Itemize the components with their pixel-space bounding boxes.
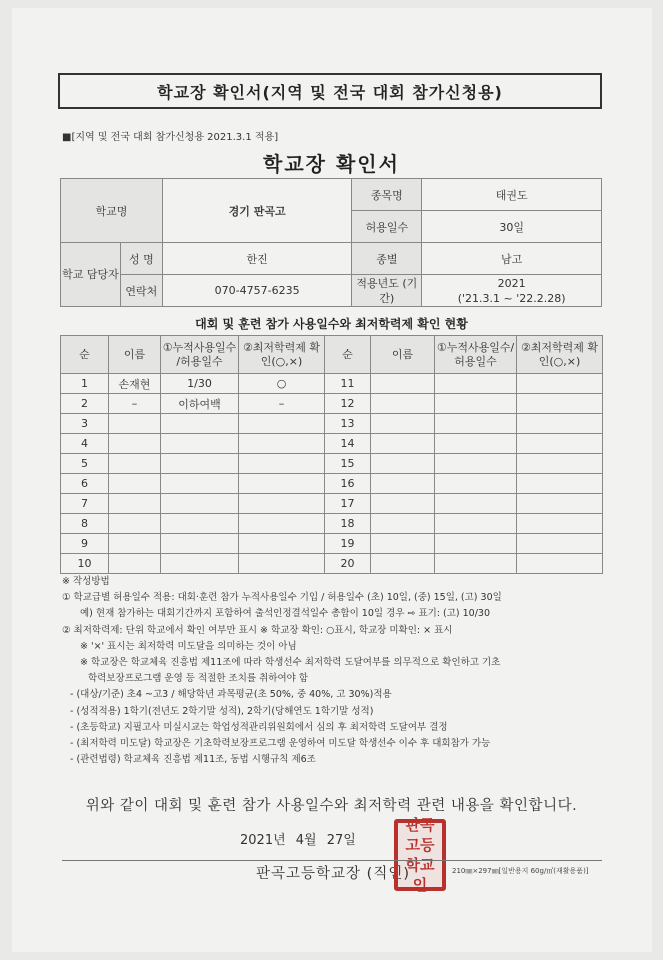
table-cell	[161, 474, 239, 494]
usage-table-header	[61, 336, 603, 374]
table-cell: 19	[325, 534, 371, 554]
table-cell	[517, 434, 603, 454]
table-cell	[109, 414, 161, 434]
table-cell	[517, 514, 603, 534]
instruction-line: 학력보장프로그램 운영 등 적절한 조치를 취하여야 함	[88, 673, 309, 685]
usage-header-cell: ①누적사용일수/ 허용일수	[435, 336, 517, 374]
table-cell	[109, 454, 161, 474]
table-cell	[517, 454, 603, 474]
instruction-line: - (성적적용) 1학기(전년도 2학기말 성적), 2학기(당해연도 1학기말 성적)	[70, 705, 374, 717]
category-value: 남고	[422, 243, 602, 275]
usage-header-cell: 순	[325, 336, 371, 374]
table-cell: 1	[61, 374, 109, 394]
table-cell	[161, 454, 239, 474]
table-cell: 11	[325, 374, 371, 394]
table-cell: 2	[61, 394, 109, 414]
table-cell	[239, 514, 325, 534]
instruction-line: ② 최저학력제: 단위 학교에서 확인 여부만 표시 ※ 학교장 확인: ○표시, 학교장 미확인: × 표시	[62, 624, 453, 636]
table-row	[61, 554, 603, 574]
table-cell: 손재현	[109, 374, 161, 394]
category-label: 종별	[352, 243, 422, 275]
instruction-line: - (관련법령) 학교체육 진흥법 제11조, 동법 시행규칙 제6조	[70, 754, 316, 766]
instruction-line: - (초등학교) 지필고사 미실시교는 학업성적관리위원회에서 심의 후 최저학력 도달여부 결정	[70, 721, 448, 733]
usage-header-cell: ①누적사용일수 /허용일수	[161, 336, 239, 374]
usage-header-cell: ②최저학력제 확인(○,×)	[239, 336, 325, 374]
usage-header-cell: 이름	[109, 336, 161, 374]
table-cell	[161, 434, 239, 454]
footer-divider	[62, 860, 602, 861]
table-cell	[435, 414, 517, 434]
table-cell: 14	[325, 434, 371, 454]
table-cell	[435, 394, 517, 414]
table-cell: –	[109, 394, 161, 414]
table-cell	[109, 434, 161, 454]
instruction-line: - (대상/기준) 초4 ~고3 / 해당학년 과목평균(초 50%, 중 40%, 고 30%)적용	[70, 689, 392, 701]
name-label: 성 명	[120, 243, 162, 275]
table-cell	[435, 514, 517, 534]
seal-text: 판곡 고등 학교 인	[405, 816, 435, 894]
school-info-table	[60, 178, 602, 307]
table-row	[61, 414, 603, 434]
table-cell: 16	[325, 474, 371, 494]
table-cell: 9	[61, 534, 109, 554]
table-cell	[109, 534, 161, 554]
contact-label: 연락처	[120, 275, 162, 307]
school-label: 학교명	[61, 179, 163, 243]
table-cell: 5	[61, 454, 109, 474]
table-cell: 이하여백	[161, 394, 239, 414]
table-cell	[109, 554, 161, 574]
table-cell	[371, 474, 435, 494]
table-cell	[371, 394, 435, 414]
table-cell	[161, 514, 239, 534]
table-cell: 6	[61, 474, 109, 494]
table-cell	[371, 374, 435, 394]
table-row	[61, 454, 603, 474]
table-cell	[435, 474, 517, 494]
instruction-line: ※ 학교장은 학교체육 진흥법 제11조에 따라 학생선수 최저학력 도달여부를 의무적으로 확인하고 기초	[80, 657, 501, 669]
table-cell: 7	[61, 494, 109, 514]
table-cell: 18	[325, 514, 371, 534]
usage-header-cell: ②최저학력제 확인(○,×)	[517, 336, 603, 374]
table-cell	[161, 534, 239, 554]
form-title-box	[58, 73, 602, 109]
staff-label: 학교 담당자	[61, 243, 121, 307]
table-cell: 4	[61, 434, 109, 454]
table-cell: 3	[61, 414, 109, 434]
table-cell: 15	[325, 454, 371, 474]
table-cell	[239, 414, 325, 434]
table-cell	[239, 434, 325, 454]
table-cell	[161, 554, 239, 574]
instruction-line: 예) 현재 참가하는 대회기간까지 포함하여 출석인정결석일수 총합이 10일 경우 ⇨ 표기: (고) 10/30	[80, 608, 491, 620]
school-value: 경기 판곡고	[162, 179, 352, 243]
table-cell	[109, 494, 161, 514]
table-cell	[517, 414, 603, 434]
confirmation-statement: 위와 같이 대회 및 훈련 참가 사용일수와 최저학력 관련 내용을 확인합니다.	[85, 798, 578, 814]
table-cell	[239, 554, 325, 574]
table-cell	[517, 554, 603, 574]
table-row	[61, 494, 603, 514]
table-cell: 13	[325, 414, 371, 434]
event-value: 태권도	[422, 179, 602, 211]
table-cell	[239, 534, 325, 554]
table-cell	[371, 414, 435, 434]
allowed-days-value: 30일	[422, 211, 602, 243]
table-cell	[239, 454, 325, 474]
year-value: 2021	[497, 276, 526, 290]
instruction-line: ※ '×' 표시는 최저학력 미도달을 의미하는 것이 아님	[80, 640, 297, 652]
table-cell	[435, 534, 517, 554]
principal-signature: 판곡고등학교장 (직인)	[256, 866, 410, 882]
table-cell	[517, 494, 603, 514]
form-title: 학교장 확인서(지역 및 전국 대회 참가신청용)	[157, 82, 503, 102]
table-cell	[161, 494, 239, 514]
table-cell	[517, 374, 603, 394]
table-cell	[239, 494, 325, 514]
table-row	[61, 434, 603, 454]
table-cell: 8	[61, 514, 109, 534]
table-cell	[371, 454, 435, 474]
table-cell: –	[239, 394, 325, 414]
table-cell	[371, 434, 435, 454]
table-cell	[161, 414, 239, 434]
table-row	[61, 514, 603, 534]
table-cell: 1/30	[161, 374, 239, 394]
table-cell	[517, 474, 603, 494]
allowed-days-label: 허용일수	[352, 211, 422, 243]
table-cell: 20	[325, 554, 371, 574]
contact-value: 070-4757-6235	[162, 275, 352, 307]
table-row	[61, 394, 603, 414]
table-cell	[435, 494, 517, 514]
event-label: 종목명	[352, 179, 422, 211]
table-row	[61, 474, 603, 494]
table-cell	[239, 474, 325, 494]
section-title: 대회 및 훈련 참가 사용일수와 최저학력제 확인 현황	[195, 317, 468, 331]
table-cell	[435, 554, 517, 574]
table-row	[61, 534, 603, 554]
issue-date: 2021년 4월 27일	[240, 833, 356, 848]
instruction-line: ① 학교급별 허용일수 적용: 대회·훈련 참가 누적사용일수 기입 / 허용일수 (초) 10일, (중) 15일, (고) 30일	[62, 592, 502, 604]
table-row	[61, 374, 603, 394]
usage-table-body	[61, 374, 603, 574]
table-cell	[517, 394, 603, 414]
usage-header-cell: 순	[61, 336, 109, 374]
table-cell	[109, 514, 161, 534]
table-cell	[109, 474, 161, 494]
table-cell	[371, 534, 435, 554]
instruction-line: ※ 작성방법	[62, 576, 110, 587]
table-cell	[517, 534, 603, 554]
table-cell: ○	[239, 374, 325, 394]
official-seal	[394, 816, 446, 894]
table-cell	[435, 374, 517, 394]
usage-header-cell: 이름	[371, 336, 435, 374]
document-title: 학교장 확인서	[263, 152, 400, 176]
table-cell	[371, 514, 435, 534]
year-label: 적용년도 (기간)	[352, 275, 422, 307]
year-cell	[422, 275, 602, 307]
table-cell: 17	[325, 494, 371, 514]
period-value: ('21.3.1 ~ '22.2.28)	[457, 291, 566, 305]
instruction-line: - (최저학력 미도달) 학교장은 기초학력보장프로그램 운영하여 미도달 학생선수 이수 후 대회참가 가능	[70, 738, 491, 750]
form-subtitle: ■[지역 및 전국 대회 참가신청용 2021.3.1 적용]	[62, 132, 279, 143]
table-cell	[435, 454, 517, 474]
paper-spec-note: 210㎜×297㎜[일반용지 60g/㎡(재활용품)]	[452, 867, 589, 875]
writing-instructions	[62, 574, 607, 768]
table-cell: 10	[61, 554, 109, 574]
table-cell	[371, 494, 435, 514]
table-cell	[371, 554, 435, 574]
table-cell	[435, 434, 517, 454]
table-cell: 12	[325, 394, 371, 414]
usage-table	[60, 335, 603, 574]
name-value: 한진	[162, 243, 352, 275]
